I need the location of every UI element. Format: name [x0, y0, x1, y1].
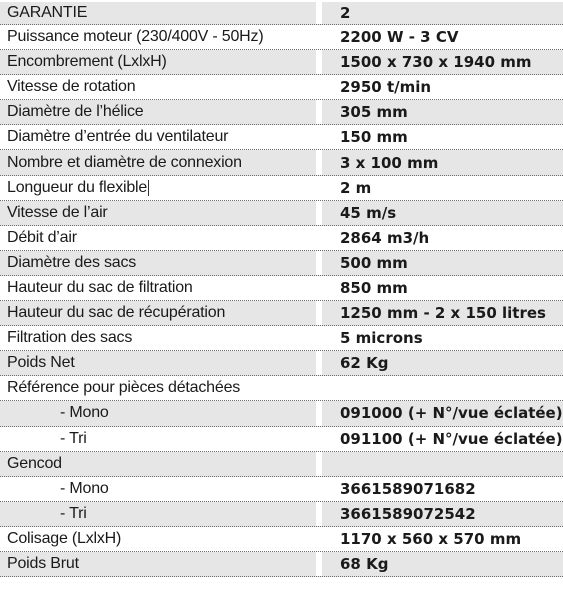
spec-row-encombrement [0, 50, 563, 75]
spec-row-gencod [0, 452, 563, 477]
spec-label: Diamètre de l’hélice [7, 103, 144, 121]
spec-row-diametre-sacs [0, 251, 563, 276]
spec-row-reference-mono [0, 401, 563, 426]
spec-label: Filtration des sacs [7, 329, 133, 347]
spec-row-longueur-flexible [0, 176, 563, 201]
spec-row-poids-brut [0, 552, 563, 577]
spec-value: 5 microns [340, 329, 423, 348]
spec-label: Poids Brut [7, 555, 79, 573]
spec-value: 3661589072542 [340, 504, 476, 523]
spec-label: Gencod [7, 454, 62, 472]
spec-row-hauteur-filtration [0, 276, 563, 301]
spec-value: 850 mm [340, 278, 408, 297]
spec-row-garantie [0, 2, 563, 25]
spec-value: 305 mm [340, 103, 408, 122]
spec-row-reference [0, 376, 563, 401]
spec-label: Colisage (LxlxH) [7, 529, 122, 547]
spec-value: 62 Kg [340, 354, 389, 373]
spec-value: 45 m/s [340, 203, 397, 222]
spec-value: 2864 m3/h [340, 228, 430, 247]
spec-row-gencod-tri [0, 502, 563, 527]
spec-value: 3661589071682 [340, 479, 476, 498]
spec-row-diametre-helice [0, 100, 563, 125]
spec-label: Encombrement (LxlxH) [7, 53, 167, 71]
spec-value: 1500 x 730 x 1940 mm [340, 53, 532, 72]
spec-label: Puissance moteur (230/400V - 50Hz) [7, 28, 264, 46]
spec-row-colisage [0, 527, 563, 552]
spec-value: 1170 x 560 x 570 mm [340, 529, 522, 548]
spec-row-puissance [0, 25, 563, 50]
spec-row-hauteur-recuperation [0, 301, 563, 326]
spec-label [0, 176, 316, 200]
spec-value: 68 Kg [340, 555, 389, 574]
spec-value: 091000 (+ N°/vue éclatée) [340, 404, 563, 423]
spec-label: Nombre et diamètre de connexion [7, 153, 242, 171]
spec-row-vitesse-air [0, 201, 563, 226]
spec-label: GARANTIE [7, 4, 88, 21]
spec-value [322, 452, 563, 476]
spec-value: 500 mm [340, 253, 408, 272]
spec-label: - Mono [60, 479, 109, 497]
spec-row-diametre-entree [0, 125, 563, 150]
spec-label: Hauteur du sac de filtration [7, 278, 193, 296]
spec-table [0, 4, 563, 577]
spec-label: Référence pour pièces détachées [7, 379, 241, 397]
spec-value: 2 m [340, 178, 372, 197]
spec-value: 150 mm [340, 128, 408, 147]
text-cursor-mark [148, 180, 149, 196]
spec-row-vitesse-rotation [0, 75, 563, 100]
spec-row-reference-tri [0, 427, 563, 452]
spec-row-gencod-mono [0, 477, 563, 502]
spec-value: 2 [340, 4, 351, 22]
spec-row-connexion [0, 150, 563, 175]
spec-label: Hauteur du sac de récupération [7, 304, 226, 322]
spec-value: 2200 W - 3 CV [340, 28, 459, 47]
spec-label: Diamètre d’entrée du ventilateur [7, 128, 229, 146]
spec-value: 1250 mm - 2 x 150 litres [340, 304, 546, 323]
spec-label: - Tri [60, 429, 87, 447]
spec-label: Vitesse de l’air [7, 203, 108, 221]
spec-value: 2950 t/min [340, 78, 432, 97]
spec-label: Poids Net [7, 354, 75, 372]
spec-value [322, 376, 563, 400]
spec-row-debit-air [0, 226, 563, 251]
spec-row-poids-net [0, 351, 563, 376]
spec-label: Vitesse de rotation [7, 78, 136, 96]
spec-label: - Mono [60, 404, 109, 422]
spec-label: - Tri [60, 504, 87, 522]
spec-value: 3 x 100 mm [340, 153, 439, 172]
spec-value: 091100 (+ N°/vue éclatée) [340, 429, 563, 448]
spec-label-text: Longueur du flexible [7, 178, 148, 196]
spec-label: Diamètre des sacs [7, 253, 137, 271]
spec-label: Débit d’air [7, 228, 77, 246]
spec-row-filtration-sacs [0, 326, 563, 351]
